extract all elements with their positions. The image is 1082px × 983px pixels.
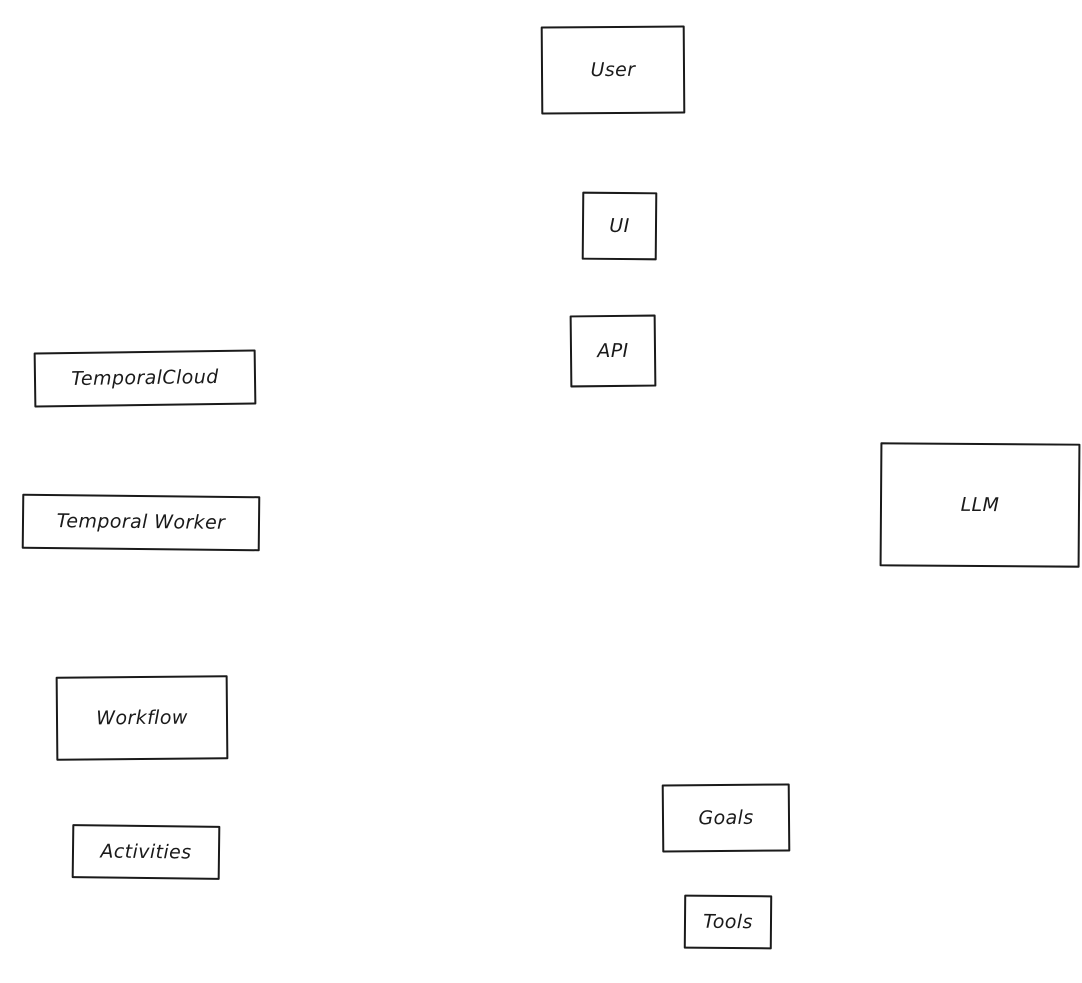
node-activities[interactable] — [72, 824, 221, 880]
node-tools[interactable] — [684, 895, 772, 950]
node-label: UI — [609, 214, 630, 237]
node-label: Goals — [698, 806, 754, 829]
node-ui[interactable] — [582, 192, 658, 261]
node-label: API — [597, 339, 629, 362]
node-label: Workflow — [96, 706, 188, 729]
node-label: Activities — [100, 839, 192, 864]
node-workflow[interactable] — [56, 675, 229, 760]
node-label: Temporal Worker — [56, 510, 226, 534]
node-label: LLM — [960, 493, 1000, 516]
node-label: User — [590, 58, 636, 81]
node-temporal-cloud[interactable] — [34, 349, 257, 407]
node-goals[interactable] — [662, 783, 791, 852]
node-api[interactable] — [570, 315, 657, 388]
node-llm[interactable] — [880, 442, 1081, 567]
node-label: TemporalCloud — [71, 366, 219, 391]
node-label: Tools — [703, 910, 753, 933]
node-user[interactable] — [541, 25, 686, 114]
node-temporal-worker[interactable] — [22, 494, 261, 551]
